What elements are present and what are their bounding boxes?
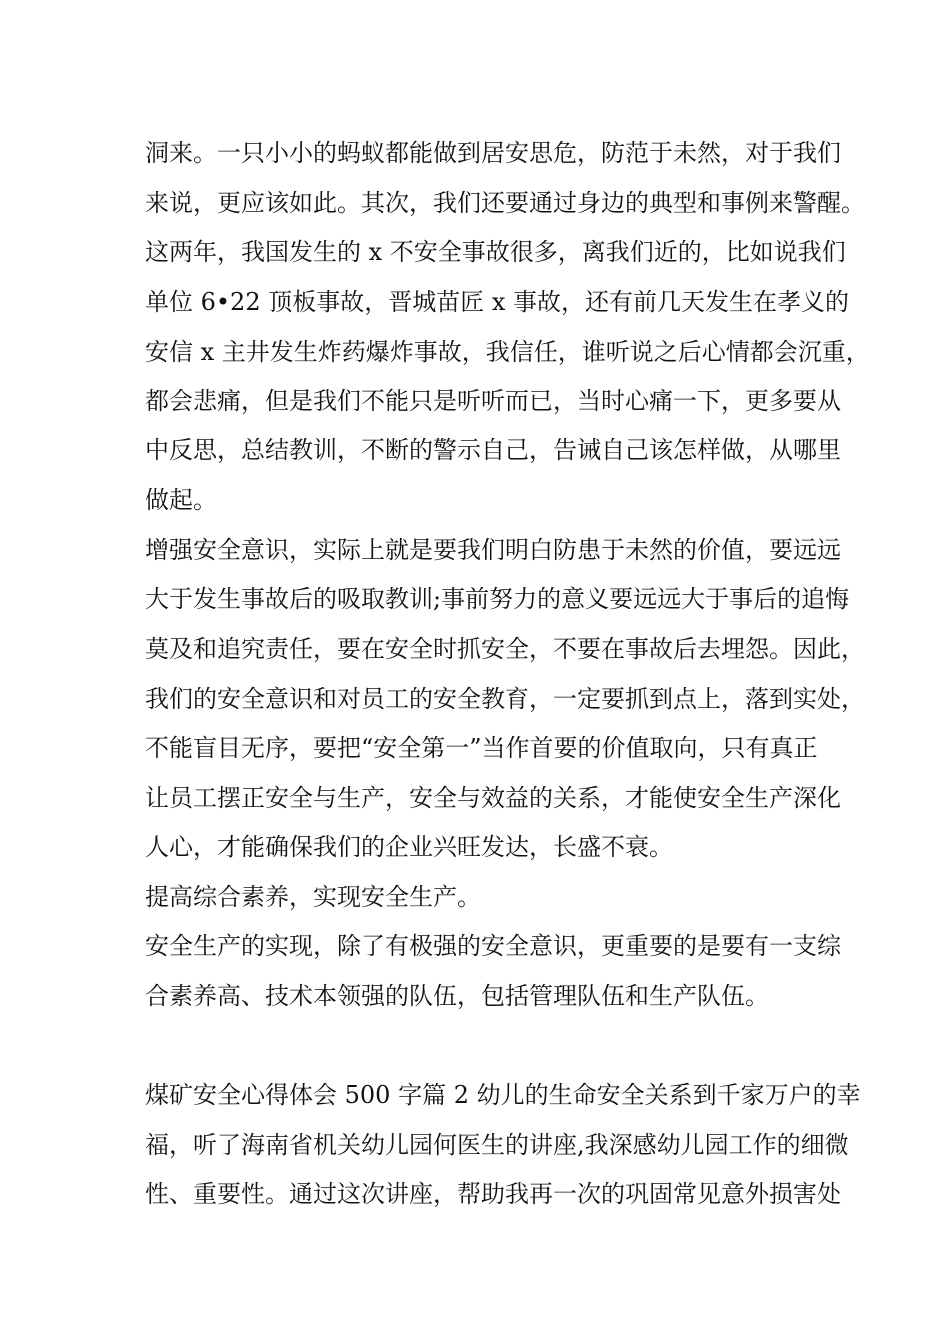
text-line: 提高综合素养，实现安全生产。 <box>145 883 481 911</box>
text-line: 中反思，总结教训，不断的警示自己，告诫自己该怎样做，从哪里 <box>145 436 841 464</box>
text-line: 我们的安全意识和对员工的安全教育，一定要抓到点上，落到实处， <box>145 685 865 713</box>
text-line: 单位 6•22 顶板事故，晋城苗匠 x 事故，还有前几天发生在孝义的 <box>145 288 850 316</box>
text-line: 安信 x 主井发生炸药爆炸事故，我信任，谁听说之后心情都会沉重， <box>145 338 870 366</box>
text-line: 让员工摆正安全与生产，安全与效益的关系，才能使安全生产深化 <box>145 784 841 812</box>
text-line: 洞来。一只小小的蚂蚁都能做到居安思危，防范于未然，对于我们 <box>145 139 841 167</box>
text-line: 这两年，我国发生的 x 不安全事故很多，离我们近的，比如说我们 <box>145 238 846 266</box>
text-line: 人心，才能确保我们的企业兴旺发达，长盛不衰。 <box>145 833 673 861</box>
text-line: 性、重要性。通过这次讲座，帮助我再一次的巩固常见意外损害处 <box>145 1180 841 1208</box>
text-line: 来说，更应该如此。其次，我们还要通过身边的典型和事例来警醒。 <box>145 189 865 217</box>
text-line: 煤矿安全心得体会 500 字篇 2 幼儿的生命安全关系到千家万户的幸 <box>145 1081 861 1109</box>
text-line: 莫及和追究责任，要在安全时抓安全，不要在事故后去埋怨。因此， <box>145 635 865 663</box>
text-line: 不能盲目无序，要把“安全第一”当作首要的价值取向，只有真正 <box>145 734 818 762</box>
text-line: 增强安全意识，实际上就是要我们明白防患于未然的价值，要远远 <box>145 536 841 564</box>
text-line: 都会悲痛，但是我们不能只是听听而已，当时心痛一下，更多要从 <box>145 387 841 415</box>
text-line: 合素养高、技术本领强的队伍，包括管理队伍和生产队伍。 <box>145 982 769 1010</box>
text-line: 做起。 <box>145 486 217 514</box>
text-line: 福，听了海南省机关幼儿园何医生的讲座,我深感幼儿园工作的细微 <box>145 1131 849 1159</box>
text-line: 大于发生事故后的吸取教训;事前努力的意义要远远大于事后的追悔 <box>145 585 850 613</box>
text-line: 安全生产的实现，除了有极强的安全意识，更重要的是要有一支综 <box>145 932 841 960</box>
